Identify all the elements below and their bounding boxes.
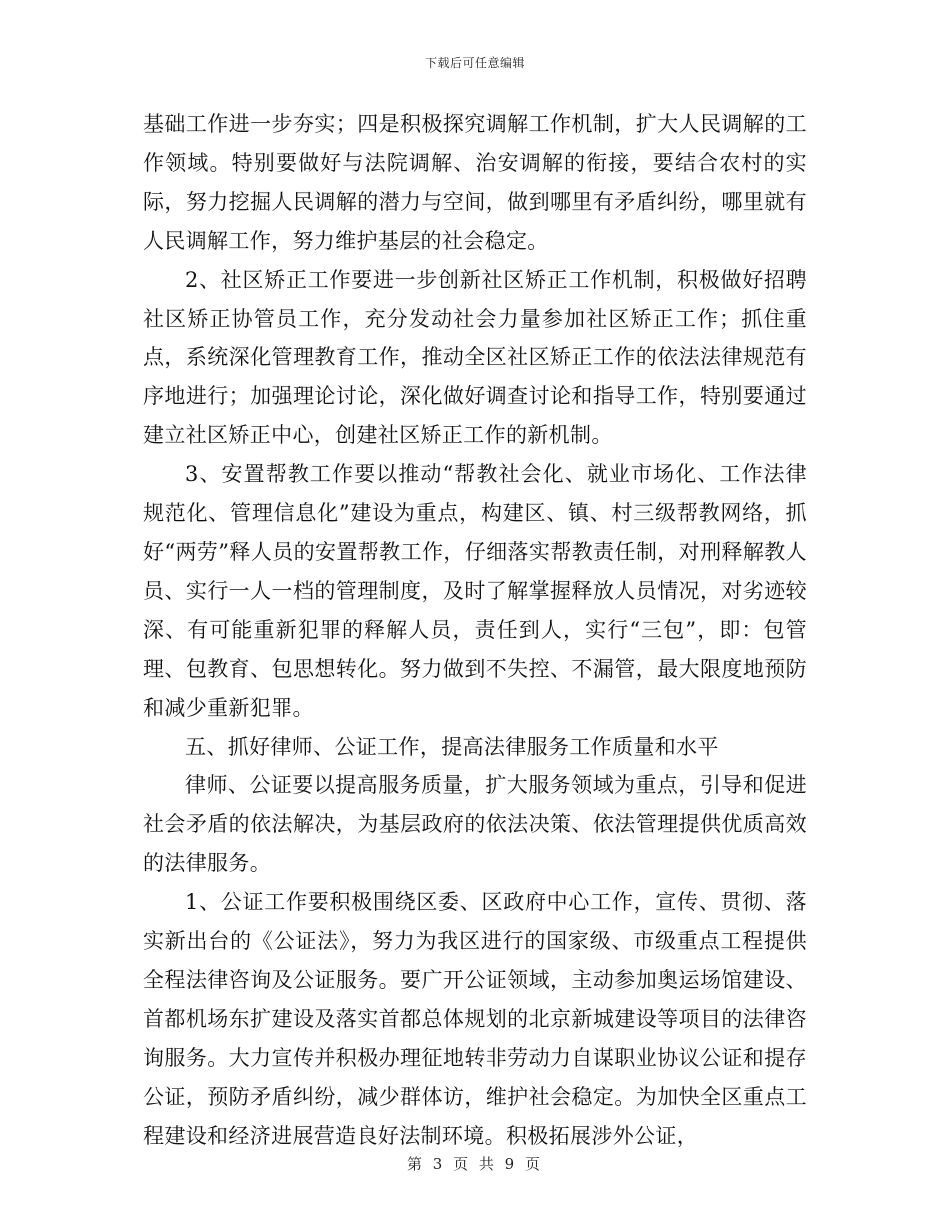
paragraph-notary-work: 1、公证工作要积极围绕区委、区政府中心工作，宣传、贯彻、落实新出台的《公证法》，努力为我区进行的国家级、市级重点工程提供全程法律咨询及公证服务。要广开公证领域，主动参加奥运场馆建设、首都机场东扩建设及落实首都总体规划的北京新城建设等项目的法律咨询服务。大力宣传并积极办理征地转非劳动力自谋职业协议公证和提存公证，预防矛盾纠纷，减少群体访，维护社会稳定。为加快全区重点工程建设和经济进展营造良好法制环境。积极拓展涉外公证，	[143, 890, 807, 1148]
paragraph-lawyer-notary-intro: 律师、公证要以提高服务质量，扩大服务领域为重点，引导和促进社会矛盾的依法解决，为基层政府的依法决策、依法管理提供优质高效的法律服务。	[143, 773, 807, 876]
paragraph-resettlement-assistance: 3、安置帮教工作要以推动“帮教社会化、就业市场化、工作法律规范化、管理信息化”建设为重点，构建区、镇、村三级帮教网络，抓好“两劳”释人员的安置帮教工作，仔细落实帮教责任制，对刑释解教人员、实行一人一档的管理制度，及时了解掌握释放人员情况，对劣迹较深、有可能重新犯罪的释解人员，责任到人，实行“三包”，即：包管理、包教育、包思想转化。努力做到不失控、不漏管，最大限度地预防和减少重新犯罪。	[143, 462, 807, 720]
page-header-note: 下载后可任意编辑	[424, 56, 525, 70]
document-body	[143, 105, 807, 1155]
paragraph-mediation-continued: 基础工作进一步夯实；四是积极探究调解工作机制，扩大人民调解的工作领域。特别要做好与法院调解、治安调解的衔接，要结合农村的实际，努力挖掘人民调解的潜力与空间，做到哪里有矛盾纠纷，哪里就有人民调解工作，努力维护基层的社会稳定。	[143, 112, 807, 253]
page-number-footer: 第 3 页 共 9 页	[407, 1155, 543, 1173]
paragraph-community-correction: 2、社区矫正工作要进一步创新社区矫正工作机制，积极做好招聘社区矫正协管员工作，充分发动社会力量参加社区矫正工作；抓住重点，系统深化管理教育工作，推动全区社区矫正工作的依法法律规范有序地进行；加强理论讨论，深化做好调查讨论和指导工作，特别要通过建立社区矫正中心，创建社区矫正工作的新机制。	[143, 267, 807, 448]
section-heading-lawyer-notary: 五、抓好律师、公证工作，提高法律服务工作质量和水平	[185, 734, 719, 759]
